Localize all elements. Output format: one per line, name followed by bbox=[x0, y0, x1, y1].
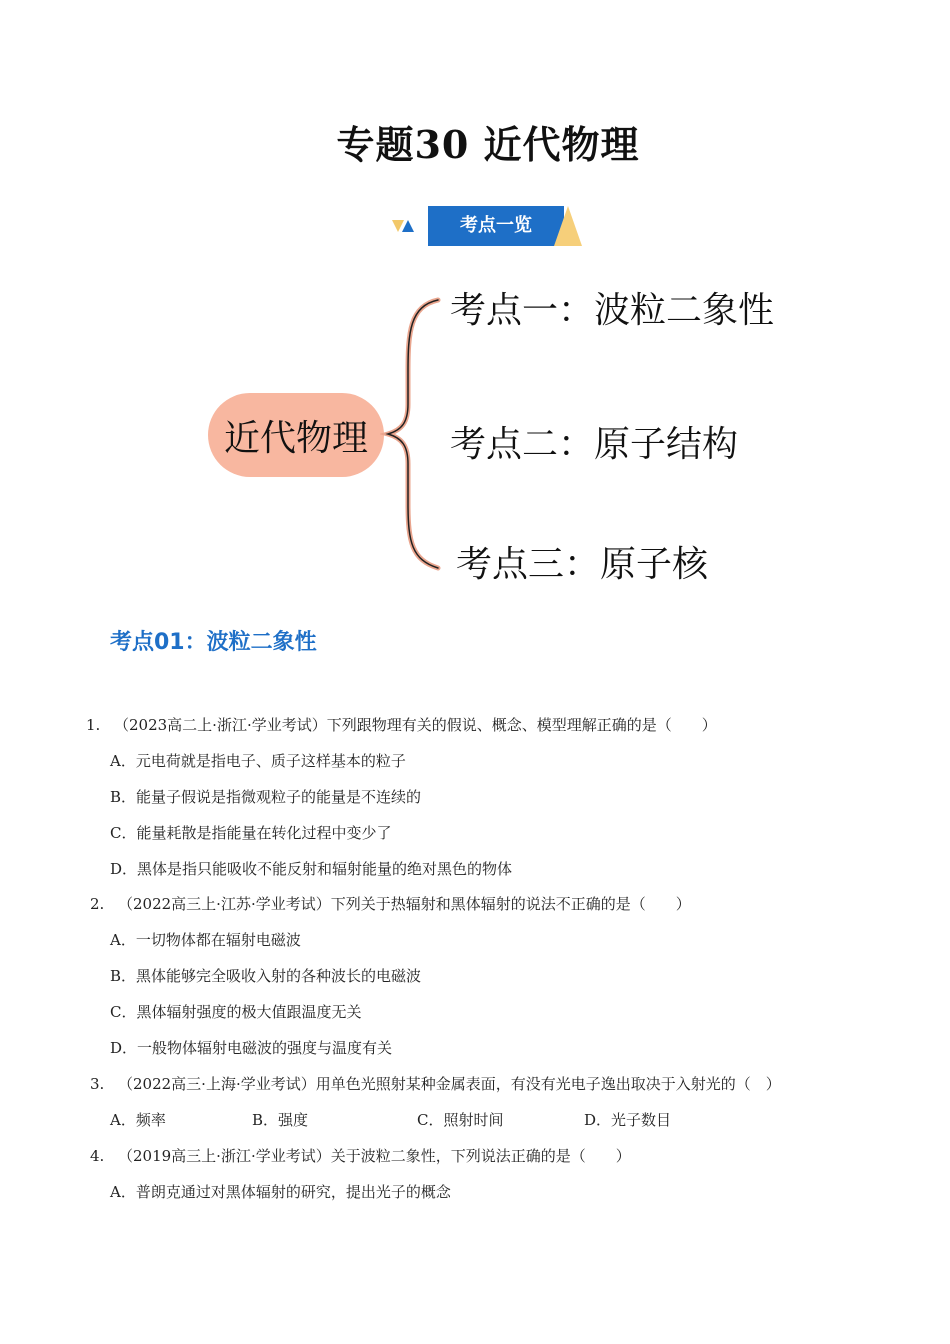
blue-triangle-icon bbox=[402, 220, 414, 232]
mindmap-center-label: 近代物理 bbox=[223, 417, 368, 459]
option: D．黑体是指只能吸收不能反射和辐射能量的绝对黑色的物体 bbox=[110, 860, 513, 878]
option: D．一般物体辐射电磁波的强度与温度有关 bbox=[110, 1039, 393, 1057]
question-stem: （2022高三上·江苏·学业考试）下列关于热辐射和黑体辐射的说法不正确的是（ ） bbox=[118, 895, 691, 913]
option: C．黑体辐射强度的极大值跟温度无关 bbox=[110, 1003, 362, 1021]
question-1 bbox=[86, 714, 717, 735]
question-4 bbox=[90, 1145, 631, 1166]
question-stem: （2023高二上·浙江·学业考试）下列跟物理有关的假说、概念、模型理解正确的是（ ） bbox=[114, 716, 717, 734]
option: A．元电荷就是指电子、质子这样基本的粒子 bbox=[110, 752, 406, 770]
question-stem: （2019高三上·浙江·学业考试）关于波粒二象性，下列说法正确的是（ ） bbox=[118, 1147, 631, 1165]
page-title: 专题30 近代物理 bbox=[336, 122, 640, 167]
option: B．能量子假说是指微观粒子的能量是不连续的 bbox=[110, 788, 422, 806]
question-3 bbox=[90, 1073, 781, 1094]
option: D．光子数目 bbox=[584, 1111, 672, 1129]
yellow-large-triangle-icon bbox=[554, 206, 582, 246]
section-title: 考点01：波粒二象性 bbox=[110, 630, 317, 655]
question-stem: （2022高三·上海·学业考试）用单色光照射某种金属表面，有没有光电子逸出取决于入射光的（ ） bbox=[118, 1075, 781, 1093]
option: C．能量耗散是指能量在转化过程中变少了 bbox=[110, 824, 392, 842]
curly-brace-icon bbox=[380, 292, 450, 572]
question-number: 4. bbox=[90, 1147, 105, 1165]
banner-label: 考点一览 bbox=[460, 215, 532, 236]
option: B．黑体能够完全吸收入射的各种波长的电磁波 bbox=[110, 967, 422, 985]
mindmap-center-node bbox=[208, 393, 384, 477]
option: B．强度 bbox=[252, 1111, 309, 1129]
question-number: 3. bbox=[90, 1075, 105, 1093]
mindmap-branch-3: 考点三：原子核 bbox=[456, 544, 709, 585]
option: A．一切物体都在辐射电磁波 bbox=[110, 931, 301, 949]
question-number: 2. bbox=[90, 895, 105, 913]
question-number: 1. bbox=[86, 716, 101, 734]
option: C．照射时间 bbox=[417, 1111, 504, 1129]
mindmap-branch-2: 考点二：原子结构 bbox=[450, 424, 739, 465]
option: A．频率 bbox=[110, 1111, 166, 1129]
mindmap-branch-1: 考点一：波粒二象性 bbox=[450, 290, 775, 331]
option: A．普朗克通过对黑体辐射的研究，提出光子的概念 bbox=[110, 1183, 451, 1201]
mind-map bbox=[0, 270, 950, 600]
section-banner bbox=[390, 204, 590, 250]
question-2 bbox=[90, 893, 691, 914]
